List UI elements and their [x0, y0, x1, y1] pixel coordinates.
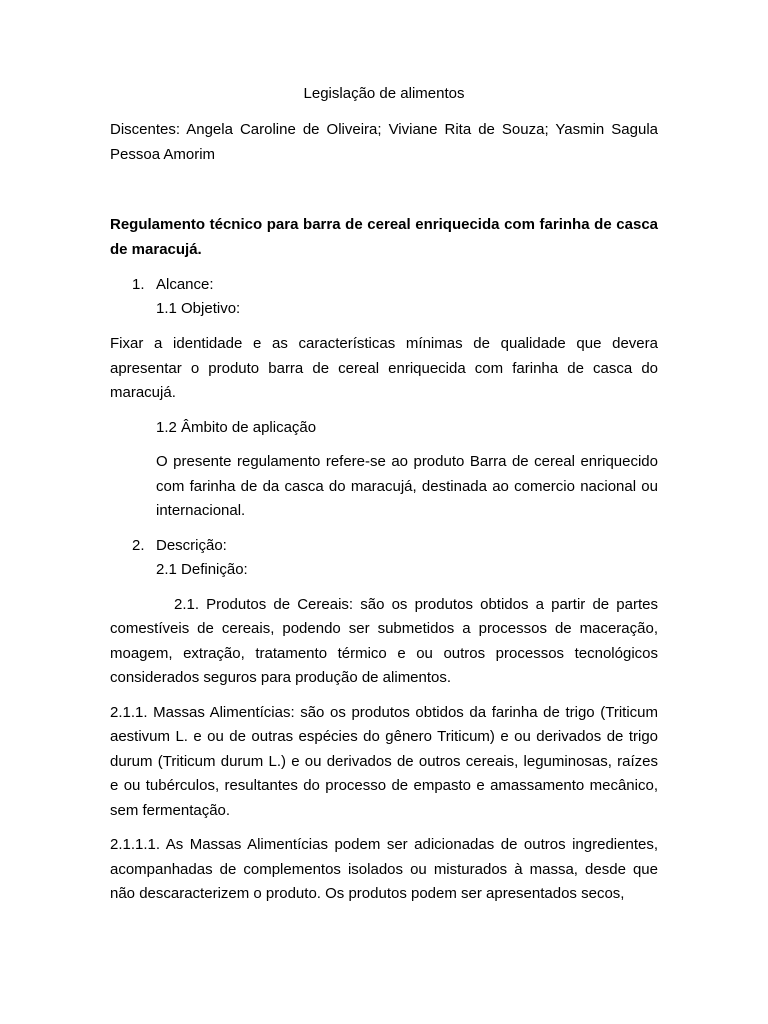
section-2-number: 2.	[132, 536, 145, 554]
section-2	[132, 534, 658, 582]
section-1-number: 1.	[132, 276, 145, 293]
spacer	[110, 167, 658, 213]
section-2-label: Descrição:	[156, 536, 227, 554]
section-1-1-label: 1.1 Objetivo:	[156, 300, 241, 317]
regulation-heading: Regulamento técnico para barra de cereal enriquecida com farinha de casca de maracujá.	[110, 216, 658, 258]
section-1-label: Alcance:	[156, 276, 214, 293]
authors-line: Discentes: Angela Caroline de Oliveira; Viviane Rita de Souza; Yasmin Sagula Pessoa Amorim	[110, 121, 658, 163]
definition-2-1-1: 2.1.1. Massas Alimentícias: são os produtos obtidos da farinha de trigo (Triticum aestivum L. e ou de outras espécies do gênero Triticum) e ou derivados de trigo durum (Triticum durum L.) e ou derivados de outros cereais, leguminosas, raízes e ou tubérculos, resultantes do processo de empasto e amassamento mecânico, sem fermentação.	[110, 703, 658, 819]
document-title: Legislação de alimentos	[303, 85, 465, 102]
section-2-1-label: 2.1 Definição:	[156, 560, 248, 578]
ambito-label: 1.2 Âmbito de aplicação	[156, 418, 317, 436]
definition-2-1: 2.1. Produtos de Cereais: são os produtos obtidos a partir de partes comestíveis de cereais, podendo ser submetidos a processos de maceração, moagem, extração, tratamento térmico e ou outros processos tecnológicos considerados seguros para produção de alimentos.	[110, 595, 658, 686]
ambito-paragraph: O presente regulamento refere-se ao produto Barra de cereal enriquecido com farinha de da casca do maracujá, destinada ao comercio nacional ou internacional.	[156, 453, 658, 519]
section-1	[132, 273, 658, 321]
objetivo-paragraph: Fixar a identidade e as características mínimas de qualidade que devera apresentar o produto barra de cereal enriquecida com farinha de casca do maracujá.	[110, 335, 658, 401]
definition-2-1-1-1: 2.1.1.1. As Massas Alimentícias podem ser adicionadas de outros ingredientes, acompanhadas de complementos isolados ou misturados à massa, desde que não descaracterizem o produto. Os produtos podem ser apresentados secos,	[110, 836, 658, 902]
document-page	[110, 82, 658, 907]
